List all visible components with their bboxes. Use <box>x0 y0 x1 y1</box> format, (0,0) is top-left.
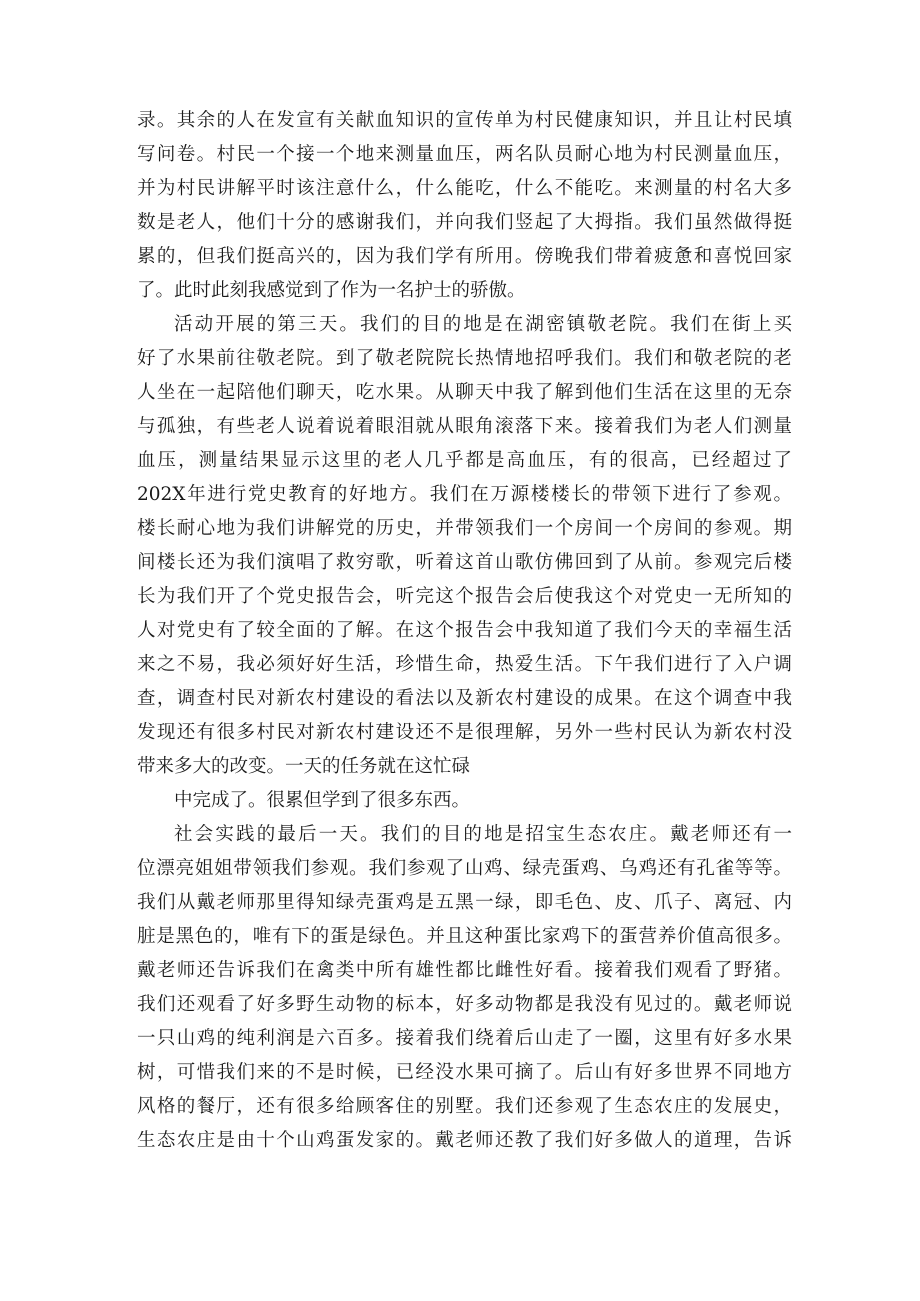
text-line: 血压，测量结果显示这里的老人几乎都是高血压，有的很高，已经超过了 <box>137 450 792 471</box>
text-line: 并为村民讲解平时该注意什么，什么能吃，什么不能吃。来测量的村名大多 <box>137 178 792 199</box>
text-line: 活动开展的第三天。我们的目的地是在湖密镇敬老院。我们在街上买 <box>174 314 792 335</box>
paragraph-4 <box>137 818 792 1158</box>
paragraph-1 <box>137 104 792 308</box>
text-line: 人对党史有了较全面的了解。在这个报告会中我知道了我们今天的幸福生活 <box>137 620 792 641</box>
text-line: 脏是黑色的，唯有下的蛋是绿色。并且这种蛋比家鸡下的蛋营养价值高很多。 <box>137 926 792 947</box>
text-line: 发现还有很多村民对新农村建设还不是很理解，另外一些村民认为新农村没 <box>137 722 792 743</box>
text-line: 累的，但我们挺高兴的，因为我们学有所用。傍晚我们带着疲惫和喜悦回家 <box>137 246 792 267</box>
text-line: 风格的餐厅，还有很多给顾客住的别墅。我们还参观了生态农庄的发展史， <box>137 1096 792 1117</box>
text-line: 人坐在一起陪他们聊天，吃水果。从聊天中我了解到他们生活在这里的无奈 <box>137 382 792 403</box>
text-line: 长为我们开了个党史报告会，听完这个报告会后使我这个对党史一无所知的 <box>137 586 792 607</box>
text-line: 了。此时此刻我感觉到了作为一名护士的骄傲。 <box>137 280 526 301</box>
text-line: 我们还观看了好多野生动物的标本，好多动物都是我没有见过的。戴老师说 <box>137 994 792 1015</box>
text-line: 来之不易，我必须好好生活，珍惜生命，热爱生活。下午我们进行了入户调 <box>137 654 792 675</box>
document-body <box>137 104 792 1158</box>
paragraph-3 <box>137 784 792 818</box>
text-line: 202X年进行党史教育的好地方。我们在万源楼楼长的带领下进行了参观。 <box>137 484 792 505</box>
text-line: 社会实践的最后一天。我们的目的地是招宝生态农庄。戴老师还有一 <box>174 824 792 845</box>
text-line: 位漂亮姐姐带领我们参观。我们参观了山鸡、绿壳蛋鸡、乌鸡还有孔雀等等。 <box>137 858 792 879</box>
text-line: 树，可惜我们来的不是时候，已经没水果可摘了。后山有好多世界不同地方 <box>137 1062 792 1083</box>
paragraph-2 <box>137 308 792 784</box>
text-line: 中完成了。很累但学到了很多东西。 <box>174 790 471 811</box>
text-line: 生态农庄是由十个山鸡蛋发家的。戴老师还教了我们好多做人的道理，告诉 <box>137 1130 792 1151</box>
text-line: 间楼长还为我们演唱了救穷歌，听着这首山歌仿佛回到了从前。参观完后楼 <box>137 552 792 573</box>
text-line: 录。其余的人在发宣有关献血知识的宣传单为村民健康知识，并且让村民填 <box>137 110 792 131</box>
text-line: 写问卷。村民一个接一个地来测量血压，两名队员耐心地为村民测量血压， <box>137 144 792 165</box>
text-line: 我们从戴老师那里得知绿壳蛋鸡是五黑一绿，即毛色、皮、爪子、离冠、内 <box>137 892 792 913</box>
text-line: 与孤独，有些老人说着说着眼泪就从眼角滚落下来。接着我们为老人们测量 <box>137 416 792 437</box>
text-line: 数是老人，他们十分的感谢我们，并向我们竖起了大拇指。我们虽然做得挺 <box>137 212 792 233</box>
text-line: 戴老师还告诉我们在禽类中所有雄性都比雌性好看。接着我们观看了野猪。 <box>137 960 792 981</box>
text-line: 查，调查村民对新农村建设的看法以及新农村建设的成果。在这个调查中我 <box>137 688 792 709</box>
text-line: 带来多大的改变。一天的任务就在这忙碌 <box>137 756 471 777</box>
text-line: 好了水果前往敬老院。到了敬老院院长热情地招呼我们。我们和敬老院的老 <box>137 348 792 369</box>
text-line: 一只山鸡的纯利润是六百多。接着我们绕着后山走了一圈，这里有好多水果 <box>137 1028 792 1049</box>
text-line: 楼长耐心地为我们讲解党的历史，并带领我们一个房间一个房间的参观。期 <box>137 518 792 539</box>
